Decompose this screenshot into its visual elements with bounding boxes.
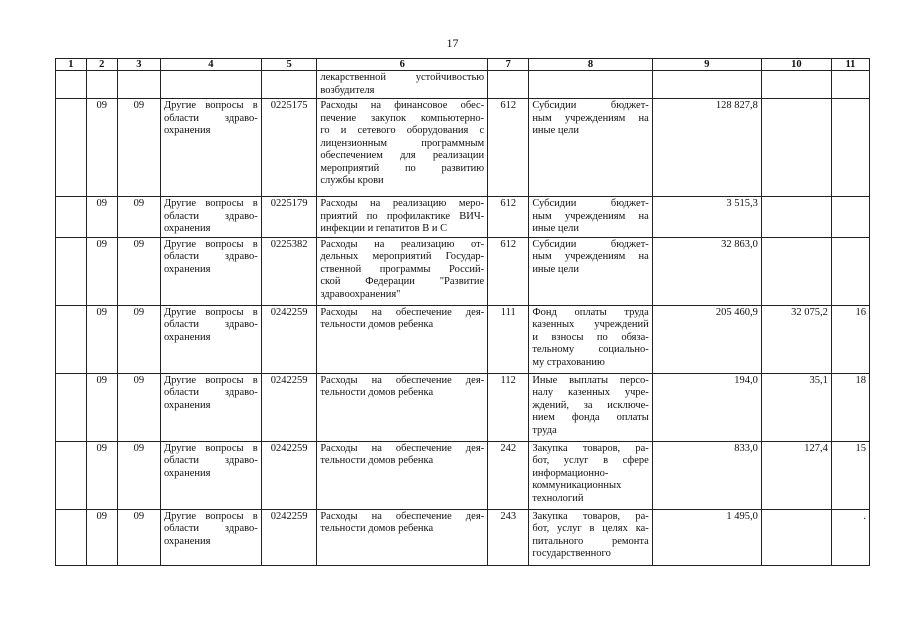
column-header: 10 bbox=[761, 59, 831, 71]
subsection-code: 09 bbox=[117, 197, 160, 238]
expense-description: Расходы на обеспечение дея- тельности домов ребенка bbox=[317, 441, 488, 509]
expense-type-name: Закупка товаров, ра- бот, услуг в целях ка- питального ремонта государственного bbox=[529, 509, 652, 565]
expense-type-name: Субсидии бюджет- ным учреждениям на иные цели bbox=[529, 237, 652, 305]
table-row bbox=[56, 509, 870, 565]
col1-cell bbox=[56, 305, 87, 373]
subsection-name: Другие вопросы в области здраво- охранения bbox=[160, 441, 261, 509]
table-row bbox=[56, 99, 870, 197]
subsection-name: Другие вопросы в области здраво- охранения bbox=[160, 197, 261, 238]
target-article-code: 0225179 bbox=[261, 197, 317, 238]
expense-description: Расходы на обеспечение дея- тельности домов ребенка bbox=[317, 305, 488, 373]
column-header: 4 bbox=[160, 59, 261, 71]
column-header: 7 bbox=[488, 59, 529, 71]
expense-type-code: 612 bbox=[488, 197, 529, 238]
column-header: 11 bbox=[831, 59, 869, 71]
col1-cell bbox=[56, 373, 87, 441]
page-number: 17 bbox=[446, 36, 459, 50]
col10-value bbox=[761, 99, 831, 197]
col1-cell bbox=[56, 197, 87, 238]
column-header: 9 bbox=[652, 59, 761, 71]
column-header: 3 bbox=[117, 59, 160, 71]
section-code: 09 bbox=[86, 237, 117, 305]
expense-type-code: 111 bbox=[488, 305, 529, 373]
col1-cell bbox=[56, 509, 87, 565]
subsection-name: Другие вопросы в области здраво- охранения bbox=[160, 237, 261, 305]
column-header: 1 bbox=[56, 59, 87, 71]
col1-cell bbox=[56, 99, 87, 197]
expense-type-name: Закупка товаров, ра- бот, услуг в сфере информационно- коммуникационных технологий bbox=[529, 441, 652, 509]
col11-value: 18 bbox=[831, 373, 869, 441]
col10-value bbox=[761, 237, 831, 305]
section-code: 09 bbox=[86, 509, 117, 565]
expense-type-code: 112 bbox=[488, 373, 529, 441]
header-row bbox=[56, 59, 870, 71]
col10-value: 127,4 bbox=[761, 441, 831, 509]
expense-description: лекарственной устойчивостью возбудителя bbox=[317, 71, 488, 99]
amount-value: 3 515,3 bbox=[652, 197, 761, 238]
subsection-name: Другие вопросы в области здраво- охранения bbox=[160, 305, 261, 373]
col11-value: 16 bbox=[831, 305, 869, 373]
subsection-name: Другие вопросы в области здраво- охранения bbox=[160, 509, 261, 565]
subsection-code: 09 bbox=[117, 373, 160, 441]
section-code: 09 bbox=[86, 305, 117, 373]
expense-type-code: 612 bbox=[488, 237, 529, 305]
amount-value: 205 460,9 bbox=[652, 305, 761, 373]
expense-type-name: Фонд оплаты труда казенных учреждений и взносы по обяза- тельному социально- му страхованию bbox=[529, 305, 652, 373]
target-article-code: 0225175 bbox=[261, 99, 317, 197]
expense-description: Расходы на обеспечение дея- тельности домов ребенка bbox=[317, 509, 488, 565]
expense-description: Расходы на финансовое обес- печение закупок компьютерно- го и сетевого оборудования с лицензионным программным обеспечением для реализации мероприятий по развитию службы крови bbox=[317, 99, 488, 197]
table-row bbox=[56, 197, 870, 238]
subsection-code: 09 bbox=[117, 509, 160, 565]
section-code: 09 bbox=[86, 373, 117, 441]
amount-value: 833,0 bbox=[652, 441, 761, 509]
expense-type-code: 243 bbox=[488, 509, 529, 565]
target-article-code: 0242259 bbox=[261, 509, 317, 565]
column-header: 2 bbox=[86, 59, 117, 71]
amount-value: 1 495,0 bbox=[652, 509, 761, 565]
col11-value: . bbox=[831, 509, 869, 565]
subsection-code: 09 bbox=[117, 99, 160, 197]
col11-value: 15 bbox=[831, 441, 869, 509]
section-code: 09 bbox=[86, 197, 117, 238]
subsection-code: 09 bbox=[117, 305, 160, 373]
expense-description: Расходы на реализацию от- дельных мероприятий Государ- ственной программы Россий- ской Федерации "Развитие здравоохранения" bbox=[317, 237, 488, 305]
expense-type-code: 612 bbox=[488, 99, 529, 197]
subsection-name: Другие вопросы в области здраво- охранения bbox=[160, 99, 261, 197]
subsection-code: 09 bbox=[117, 237, 160, 305]
col11-value bbox=[831, 197, 869, 238]
expense-description: Расходы на обеспечение дея- тельности домов ребенка bbox=[317, 373, 488, 441]
col1-cell bbox=[56, 237, 87, 305]
table-row bbox=[56, 373, 870, 441]
col10-value bbox=[761, 197, 831, 238]
col11-value bbox=[831, 99, 869, 197]
subsection-name: Другие вопросы в области здраво- охранения bbox=[160, 373, 261, 441]
budget-table bbox=[55, 58, 870, 566]
col10-value bbox=[761, 509, 831, 565]
expense-type-code: 242 bbox=[488, 441, 529, 509]
col1-cell bbox=[56, 441, 87, 509]
amount-value: 32 863,0 bbox=[652, 237, 761, 305]
table-row bbox=[56, 237, 870, 305]
expense-type-name: Субсидии бюджет- ным учреждениям на иные цели bbox=[529, 99, 652, 197]
column-header: 5 bbox=[261, 59, 317, 71]
expense-type-name: Иные выплаты персо- налу казенных учре- ждений, за исключе- нием фонда оплаты труда bbox=[529, 373, 652, 441]
target-article-code: 0242259 bbox=[261, 373, 317, 441]
table-row bbox=[56, 305, 870, 373]
column-header: 6 bbox=[317, 59, 488, 71]
table-row bbox=[56, 441, 870, 509]
expense-description: Расходы на реализацию меро- приятий по профилактике ВИЧ- инфекции и гепатитов B и C bbox=[317, 197, 488, 238]
target-article-code: 0242259 bbox=[261, 305, 317, 373]
section-code: 09 bbox=[86, 441, 117, 509]
column-header: 8 bbox=[529, 59, 652, 71]
col11-value bbox=[831, 237, 869, 305]
amount-value: 194,0 bbox=[652, 373, 761, 441]
table-row-continuation bbox=[56, 71, 870, 99]
expense-type-name: Субсидии бюджет- ным учреждениям на иные цели bbox=[529, 197, 652, 238]
target-article-code: 0225382 bbox=[261, 237, 317, 305]
subsection-code: 09 bbox=[117, 441, 160, 509]
target-article-code: 0242259 bbox=[261, 441, 317, 509]
col10-value: 32 075,2 bbox=[761, 305, 831, 373]
amount-value: 128 827,8 bbox=[652, 99, 761, 197]
section-code: 09 bbox=[86, 99, 117, 197]
col10-value: 35,1 bbox=[761, 373, 831, 441]
